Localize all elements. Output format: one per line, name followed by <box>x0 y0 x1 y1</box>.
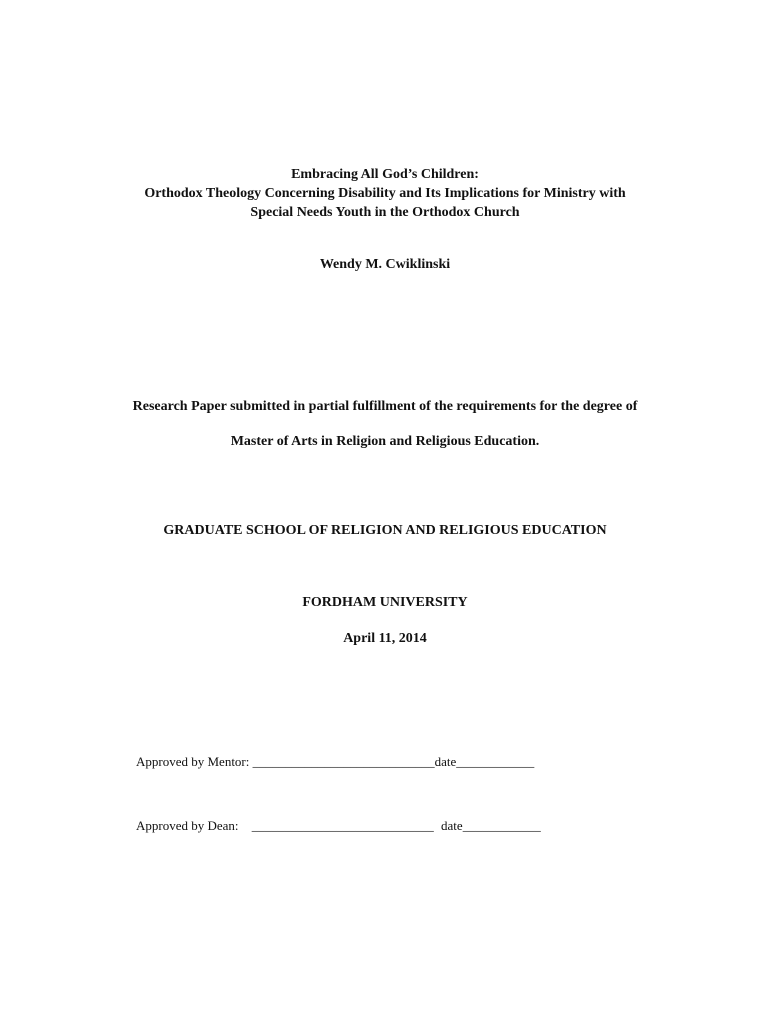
mentor-approval-row <box>136 753 534 771</box>
dean-date-line: ____________ <box>462 818 541 833</box>
title-line-3: Special Needs Youth in the Orthodox Church <box>250 205 520 220</box>
dean-approval-row <box>136 817 541 835</box>
mentor-approval-label: Approved by Mentor: <box>136 754 250 769</box>
title-line-2: Orthodox Theology Concerning Disability and Its Implications for Ministry with <box>144 186 626 201</box>
title-line-1: Embracing All God’s Children: <box>291 167 479 182</box>
degree-name: Master of Arts in Religion and Religious Education. <box>230 434 540 449</box>
submission-date: April 11, 2014 <box>343 631 427 646</box>
paper-title <box>0 165 770 222</box>
mentor-date-label: date <box>434 754 457 769</box>
submission-statement: Research Paper submitted in partial fulfillment of the requirements for the degree of <box>132 399 638 414</box>
mentor-signature-line: ____________________________ <box>252 754 435 769</box>
author-name: Wendy M. Cwiklinski <box>319 257 451 272</box>
dean-signature-line: ____________________________ <box>251 818 434 833</box>
mentor-date-line: ____________ <box>456 754 535 769</box>
school-name: GRADUATE SCHOOL OF RELIGION AND RELIGIOUS EDUCATION <box>163 523 607 538</box>
dean-date-label: date <box>441 818 463 833</box>
dean-approval-label: Approved by Dean: <box>136 818 239 833</box>
university-name: FORDHAM UNIVERSITY <box>302 595 468 610</box>
